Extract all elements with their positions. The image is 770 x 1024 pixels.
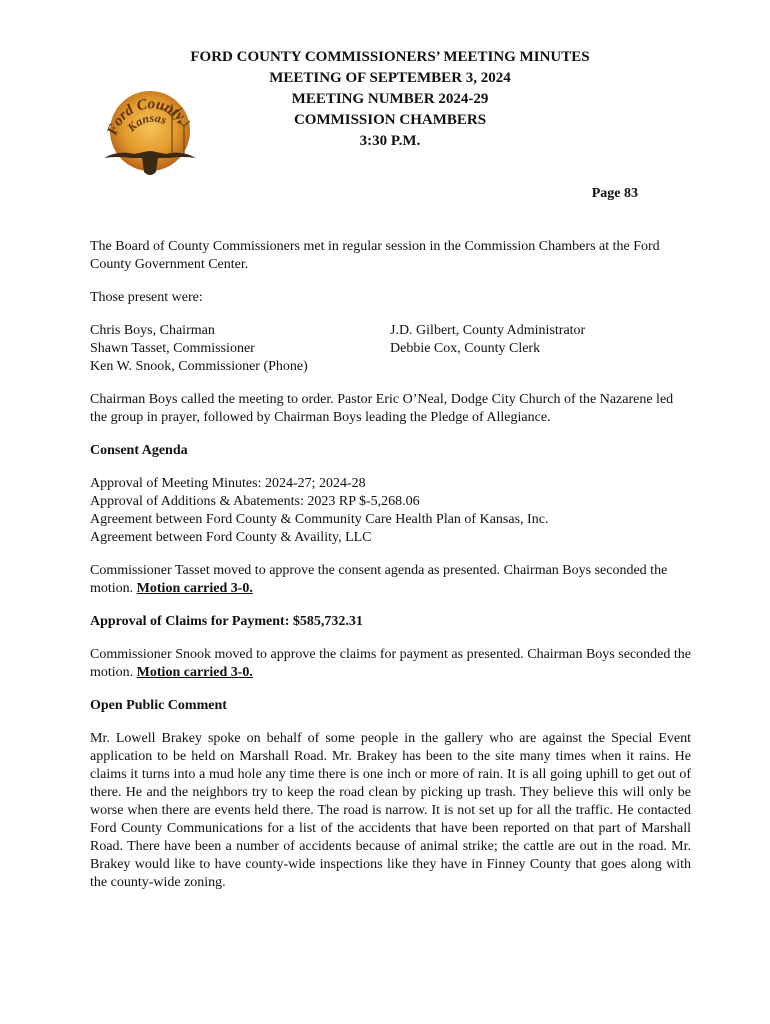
attendee: J.D. Gilbert, County Administrator: [390, 323, 586, 338]
header-time: 3:30 P.M.: [359, 133, 421, 149]
page-number: Page 83: [591, 186, 638, 201]
header-meeting-date: MEETING OF SEPTEMBER 3, 2024: [269, 70, 511, 86]
attendee: Debbie Cox, County Clerk: [390, 341, 541, 356]
attendees-list: [90, 322, 691, 376]
consent-item: Approval of Meeting Minutes: 2024-27; 2024-28: [90, 476, 366, 491]
consent-motion-paragraph: [90, 562, 691, 598]
consent-item: Agreement between Ford County & Community Care Health Plan of Kansas, Inc.: [90, 512, 549, 527]
claims-motion-text: Commissioner Snook moved to approve the claims for payment as presented. Chairman Boys seconded the motion.: [90, 647, 691, 680]
header-title: FORD COUNTY COMMISSIONERS’ MEETING MINUTES: [190, 49, 590, 65]
consent-motion-text: Commissioner Tasset moved to approve the consent agenda as presented. Chairman Boys seconded the motion.: [90, 563, 668, 596]
claims-motion-paragraph: [90, 646, 691, 682]
attendee: Chris Boys, Chairman: [90, 323, 215, 338]
document-body: [90, 238, 691, 907]
attendee: Ken W. Snook, Commissioner (Phone): [90, 359, 308, 374]
attendees-commissioners: [90, 322, 390, 376]
consent-item: Agreement between Ford County & Availity, LLC: [90, 530, 372, 545]
intro-paragraph: The Board of County Commissioners met in regular session in the Commission Chambers at the Ford County Government Center.: [90, 239, 660, 272]
consent-item: Approval of Additions & Abatements: 2023 RP $-5,268.06: [90, 494, 420, 509]
attendee: Shawn Tasset, Commissioner: [90, 341, 255, 356]
longhorn-icon: [104, 151, 196, 175]
logo-text-kansas: Kansas: [124, 110, 169, 135]
consent-agenda-items: [90, 475, 691, 547]
claims-heading: Approval of Claims for Payment: $585,732.31: [90, 614, 363, 629]
consent-agenda-heading: Consent Agenda: [90, 443, 188, 458]
header-meeting-number: MEETING NUMBER 2024-29: [291, 91, 489, 107]
call-to-order-paragraph: Chairman Boys called the meeting to order. Pastor Eric O’Neal, Dodge City Church of the Nazarene led the group in prayer, followed by Chairman Boys leading the Pledge of Allegiance.: [90, 392, 674, 425]
claims-motion-result: Motion carried 3-0.: [136, 665, 253, 680]
logo-text-ford-county: Ford County,: [104, 96, 191, 138]
attendees-staff: [390, 322, 691, 376]
public-comment-heading: Open Public Comment: [90, 698, 227, 713]
document-header: [130, 47, 650, 152]
public-comment-paragraph: Mr. Lowell Brakey spoke on behalf of some people in the gallery who are against the Special Event application to be held on Marshall Road. Mr. Brakey has been to the site many times when it rains. He claims it turns into a mud hole any time there is one inch or more of rain. It is all going uphill to get out of there. He and the neighbors try to keep the road clean by picking up trash. They believe this will only be worse when there are events held there. The road is narrow. It is not set up for all the traffic. He contacted Ford County Communications for a list of the accidents that have been reported on that part of Marshall Road. There have been a number of accidents because of animal strike; the cattle are out in the road. Mr. Brakey would like to have county-wide inspections like they have in Finney County that goes along with the county-wide zoning.: [90, 731, 691, 890]
consent-motion-result: Motion carried 3-0.: [136, 581, 253, 596]
present-label: Those present were:: [90, 290, 203, 305]
header-location: COMMISSION CHAMBERS: [293, 112, 487, 128]
